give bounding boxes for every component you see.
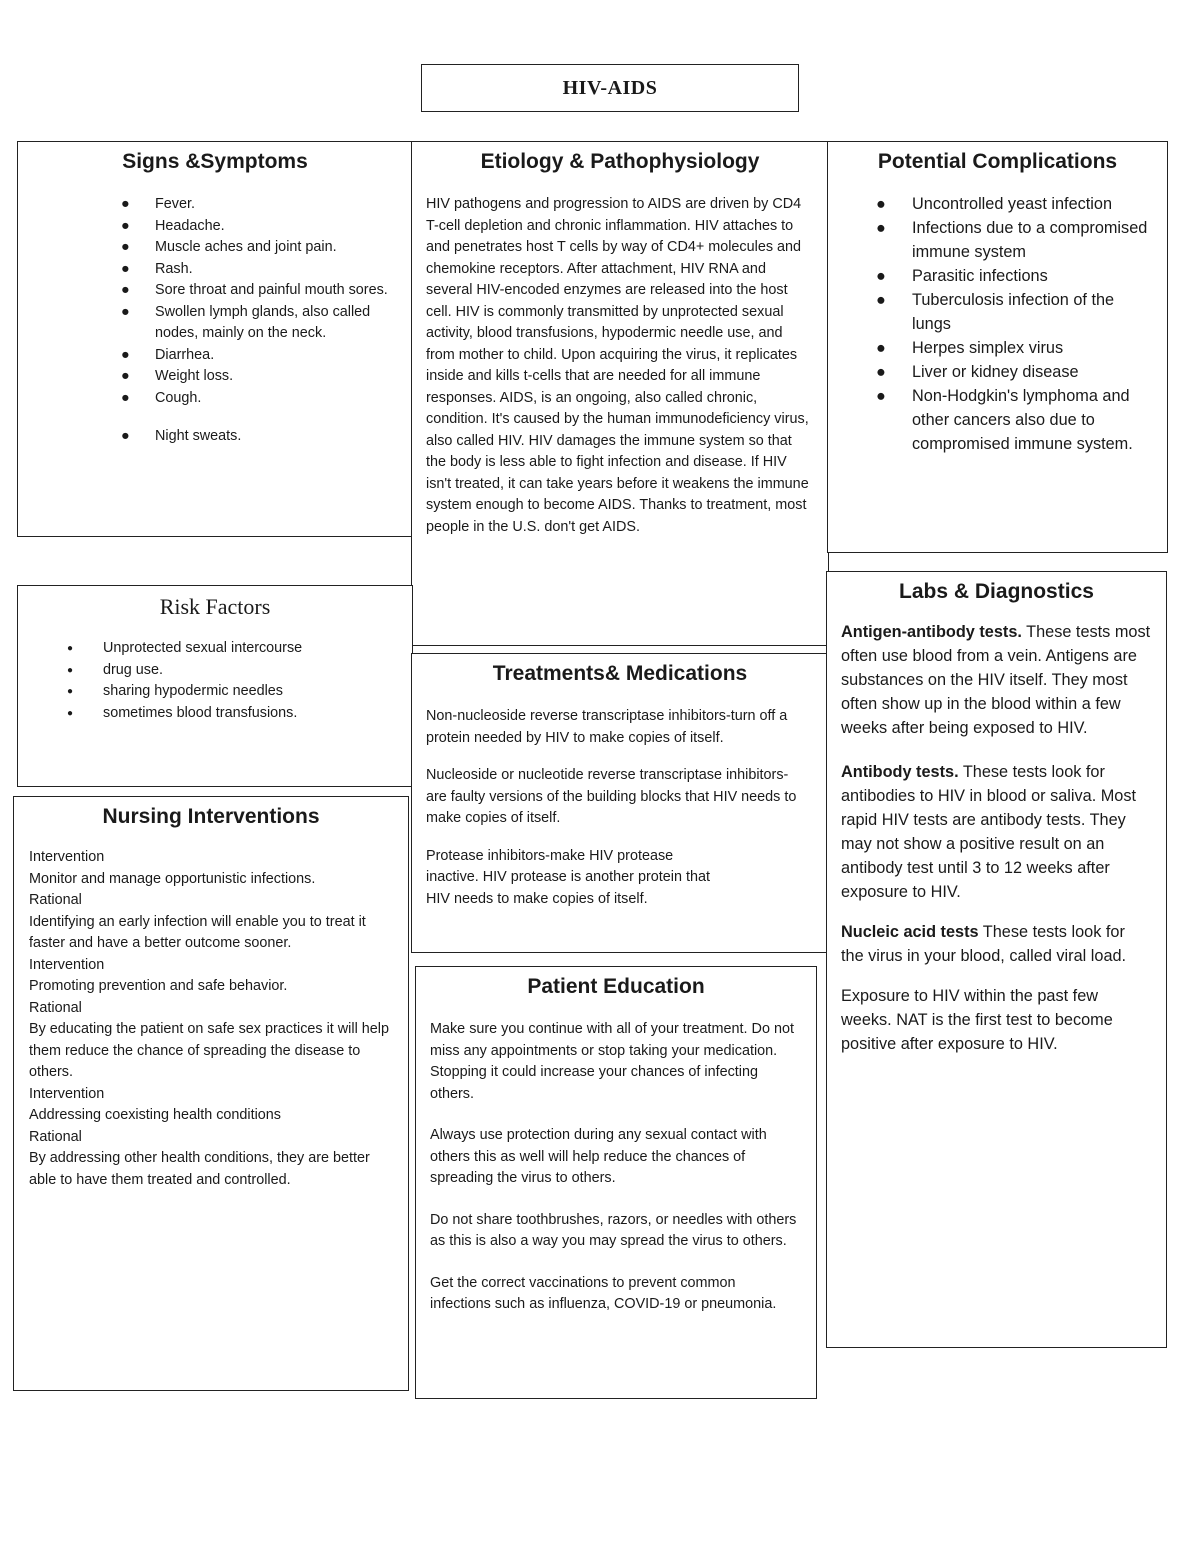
signs-symptoms-box xyxy=(17,141,413,537)
list-item: ● Swollen lymph glands, also called nodes, mainly on the neck. xyxy=(121,303,371,341)
risk-heading: Risk Factors xyxy=(159,594,271,619)
signs-list xyxy=(34,194,396,448)
rational-label: Rational xyxy=(29,892,82,908)
intervention-label: Intervention xyxy=(29,956,105,973)
rational-text: Identifying an early infection will enable you to treat it faster and have a better outcome sooner. xyxy=(29,913,366,951)
list-item: ● Headache. xyxy=(121,217,225,234)
education-paragraph: Do not share toothbrushes, razors, or needles with others as this is also a way you may spread the virus to others. xyxy=(430,1211,797,1249)
list-item: ● Herpes simplex virus xyxy=(876,339,1064,357)
list-item: ● Muscle aches and joint pain. xyxy=(121,239,337,255)
list-item: ● sometimes blood transfusions. xyxy=(67,704,298,721)
education-paragraph: Get the correct vaccinations to prevent common infections such as influenza, COVID-19 or pneumonia. xyxy=(430,1274,777,1312)
rational-label: Rational xyxy=(29,1128,82,1145)
labs-box xyxy=(826,571,1167,1348)
list-item: ● Cough. xyxy=(121,389,202,406)
treatment-paragraph: Non-nucleoside reverse transcriptase inhibitors-turn off a protein needed by HIV to make copies of itself. xyxy=(426,708,788,746)
list-item: ● Weight loss. xyxy=(121,368,234,384)
nursing-heading: Nursing Interventions xyxy=(102,805,320,828)
lab-paragraph: Antibody tests. These tests look for antibodies to HIV in blood or saliva. Most rapid HIV tests are antibody tests. They may not show a positive result on an antibody test until 3 to 12 weeks after exposure to HIV. xyxy=(841,763,1137,901)
lab-test-name: Antibody tests. xyxy=(841,763,959,781)
page-title: HIV-AIDS xyxy=(421,64,799,112)
etiology-body: HIV pathogens and progression to AIDS are driven by CD4 T-cell depletion and chronic inflammation. HIV attaches to and penetrates host T cells by way of CD4+ molecules and chemokine receptors. After attachment, HIV RNA and several HIV-encoded enzymes are released into the host cell. HIV is commonly transmitted by unprotected sexual activity, blood transfusions, hypodermic needle use, and from mother to child. Upon acquiring the virus, it replicates inside and kills t-cells that are needed for all immune responses. AIDS, is an ongoing, also called chronic, condition. It's caused by the human immunodeficiency virus, also called HIV. HIV damages the immune system so that the body is less able to fight infection and disease. If HIV isn't treated, it can take years before it weakens the immune system enough to become AIDS. Thanks to treatment, most people in the U.S. don't get AIDS. xyxy=(426,196,809,535)
intervention-text: Monitor and manage opportunistic infections. xyxy=(29,870,316,887)
list-item: ● Unprotected sexual intercourse xyxy=(67,640,303,656)
list-item: ● Parasitic infections xyxy=(876,267,1048,285)
treatments-heading: Treatments& Medications xyxy=(492,662,748,685)
list-item: ● drug use. xyxy=(67,661,164,678)
education-heading: Patient Education xyxy=(527,975,705,998)
lab-test-name: Antigen-antibody tests. xyxy=(841,623,1022,641)
education-paragraph: Always use protection during any sexual contact with others this as well will help reduce the chances of spreading the virus to others. xyxy=(430,1127,767,1186)
signs-heading: Signs &Symptoms xyxy=(122,150,308,173)
nursing-content xyxy=(29,847,393,1191)
etiology-heading: Etiology & Pathophysiology xyxy=(480,150,760,173)
list-item: ● Liver or kidney disease xyxy=(876,363,1079,381)
patient-education-box xyxy=(415,966,817,1399)
risk-list xyxy=(34,638,396,724)
rational-label: Rational xyxy=(29,999,82,1016)
lab-paragraph: Antigen-antibody tests. These tests most often use blood from a vein. Antigens are substances on the HIV itself. They most often show up in the blood within a few weeks after being exposed to HIV. xyxy=(841,623,1151,737)
list-item: ● Uncontrolled yeast infection xyxy=(876,195,1113,213)
complications-list xyxy=(842,192,1153,456)
labs-heading: Labs & Diagnostics xyxy=(899,580,1094,603)
intervention-text: Promoting prevention and safe behavior. xyxy=(29,978,288,994)
complications-heading: Potential Complications xyxy=(877,150,1118,173)
treatment-paragraph: Protease inhibitors-make HIV protease inactive. HIV protease is another protein that HIV needs to make copies of itself. xyxy=(426,847,710,907)
intervention-label: Intervention xyxy=(29,1085,105,1102)
nursing-box xyxy=(13,796,409,1391)
list-item: ● Night sweats. xyxy=(121,428,242,444)
list-item: ● Diarrhea. xyxy=(121,346,215,363)
list-item: ● Fever. xyxy=(121,196,195,212)
education-paragraph: Make sure you continue with all of your treatment. Do not miss any appointments or stop taking your medication. Stopping it could increase your chances of infecting others. xyxy=(430,1021,794,1102)
list-item: ● Rash. xyxy=(121,260,193,277)
rational-text: By addressing other health conditions, they are better able to have them treated and controlled. xyxy=(29,1150,370,1188)
intervention-label: Intervention xyxy=(29,849,105,865)
lab-test-name: Nucleic acid tests xyxy=(841,923,979,941)
etiology-box xyxy=(411,141,829,646)
lab-paragraph: Exposure to HIV within the past few weeks. NAT is the first test to become positive after exposure to HIV. xyxy=(841,987,1113,1053)
list-item: ● Infections due to a compromised immune system xyxy=(876,219,1148,261)
complications-box xyxy=(827,141,1168,553)
intervention-text: Addressing coexisting health conditions xyxy=(29,1107,281,1123)
list-item: ● Tuberculosis infection of the lungs xyxy=(876,291,1115,333)
list-item: ● Non-Hodgkin's lymphoma and other cancers also due to compromised immune system. xyxy=(876,387,1133,453)
list-item: ● sharing hypodermic needles xyxy=(67,683,283,699)
rational-text: By educating the patient on safe sex practices it will help them reduce the chance of spreading the disease to others. xyxy=(29,1021,389,1080)
treatments-box xyxy=(411,653,829,953)
treatment-paragraph: Nucleoside or nucleotide reverse transcriptase inhibitors- are faulty versions of the building blocks that HIV needs to make copies of itself. xyxy=(426,767,797,826)
lab-paragraph: Nucleic acid tests These tests look for the virus in your blood, called viral load. xyxy=(841,923,1127,965)
risk-factors-box xyxy=(17,585,413,787)
list-item: ● Sore throat and painful mouth sores. xyxy=(121,282,388,298)
